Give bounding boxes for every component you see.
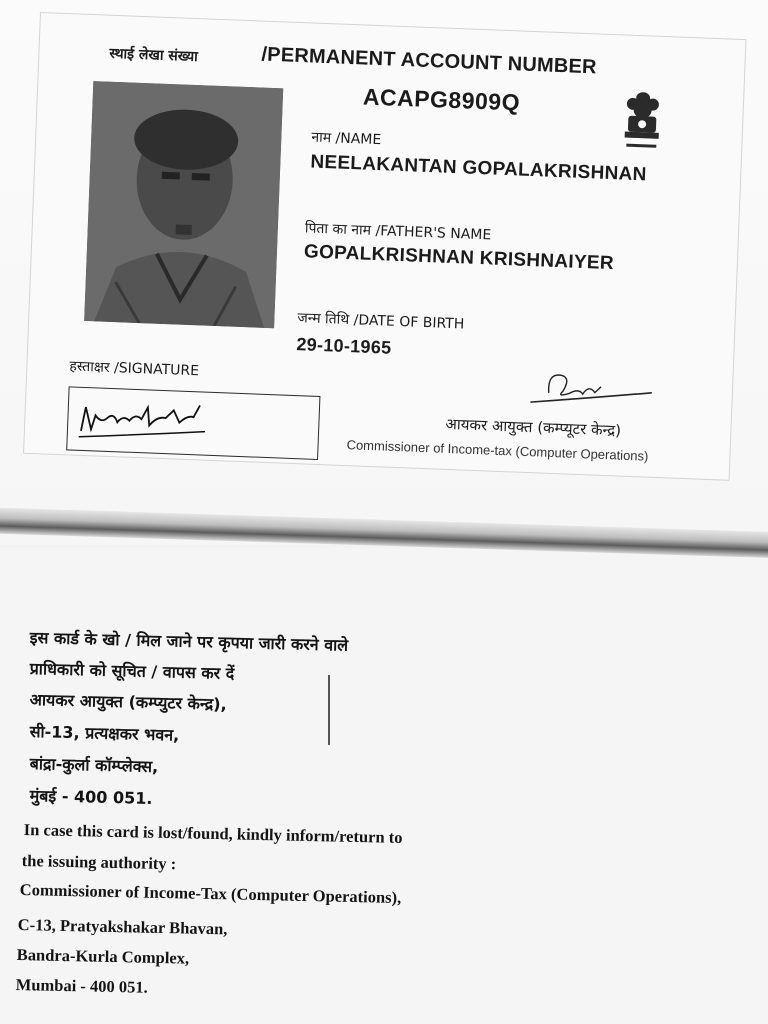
father-name-label: पिता का नाम /FATHER'S NAME [304, 220, 492, 244]
back-english-line-1: In case this card is lost/found, kindly inform/return to [23, 820, 403, 847]
holder-signature-icon [74, 393, 236, 451]
name-value: NEELAKANTAN GOPALAKRISHNAN [310, 151, 648, 186]
back-hindi-line-5: बांद्रा-कुर्ला कॉम्प्लेक्स, [29, 753, 159, 777]
pan-number: ACAPG8909Q [362, 83, 521, 116]
dob-value: 29-10-1965 [296, 334, 392, 358]
pan-label-english: /PERMANENT ACCOUNT NUMBER [261, 43, 598, 79]
back-hindi-line-3: आयकर आयुक्त (कम्प्युटर केन्द्र), [29, 689, 227, 714]
back-english-line-4: C-13, Pratyakshakar Bhavan, [17, 915, 228, 939]
national-emblem-icon [618, 87, 667, 159]
back-hindi-line-2: प्राधिकारी को सूचित / वापस कर दें [29, 658, 235, 683]
back-hindi-line-1: इस कार्ड के खो / मिल जाने पर कृपया जारी करने वाले [29, 627, 349, 655]
commissioner-hindi: आयकर आयुक्त (कम्प्यूटर केन्द्र) [445, 414, 622, 440]
back-hindi-line-4: सी-13, प्रत्यक्षकर भवन, [29, 721, 180, 745]
dob-label: जन्म तिथि /DATE OF BIRTH [297, 310, 465, 333]
father-name-value: GOPALKRISHNAN KRISHNAIYER [303, 241, 615, 275]
commissioner-english: Commissioner of Income-tax (Computer Operations) [346, 437, 649, 464]
name-label: नाम /NAME [311, 129, 382, 149]
back-hindi-line-6: मुंबई - 400 051. [29, 785, 153, 808]
pen-mark [328, 675, 330, 745]
pan-card [23, 12, 746, 481]
signature-label: हस्ताक्षर /SIGNATURE [69, 358, 200, 380]
back-english-line-5: Bandra-Kurla Complex, [16, 945, 190, 968]
pan-label-hindi: स्थाई लेखा संख्या [109, 45, 199, 66]
back-english-line-2: the issuing authority : [21, 851, 177, 874]
back-english-line-3: Commissioner of Income-Tax (Computer Operations), [19, 880, 402, 907]
cardholder-photo [84, 81, 283, 328]
back-english-line-6: Mumbai - 400 051. [15, 975, 148, 997]
commissioner-signature-icon [526, 362, 658, 417]
